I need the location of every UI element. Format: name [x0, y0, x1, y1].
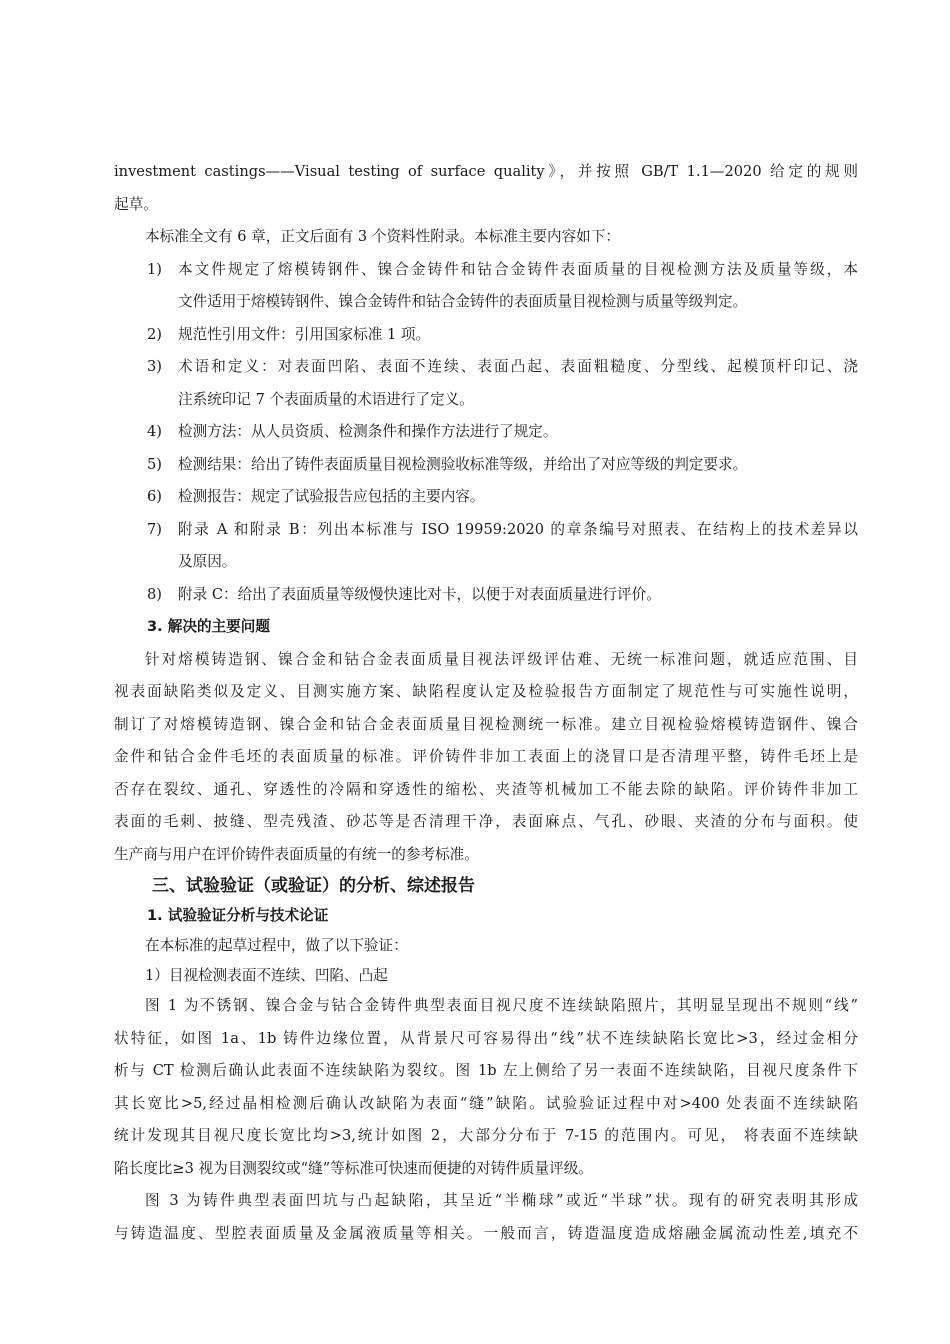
chapter-heading-3: 三、试验验证（或验证）的分析、综述报告: [152, 876, 475, 896]
section3-line-6: 表面的毛刺、披缝、型壳残渣、砂芯等是否清理干净，表面麻点、气孔、砂眼、夹渣的分布与面积。使: [114, 813, 858, 830]
list-item-3-cont: 注系统印记 7 个表面质量的术语进行了定义。: [178, 390, 474, 408]
para1-line-2: 状特征，如图 1a、1b 铸件边缘位置，从背景尺可容易得出“线”状不连续缺陷长宽比>3，经过金相分: [114, 1029, 858, 1047]
intro-line-1: investment castings——Visual testing of surface quality》，并按照 GB/T 1.1—2020 给定的规则: [114, 163, 858, 180]
list-number: 2): [147, 325, 162, 343]
summary-paragraph: 本标准全文有 6 章，正文后面有 3 个资料性附录。本标准主要内容如下：: [145, 228, 620, 245]
subsection-heading-1: 1. 试验验证分析与技术论证: [147, 907, 329, 924]
list-number: 8): [147, 585, 162, 603]
list-number: 5): [147, 455, 162, 473]
verification-item-1-heading: 1）目视检测表面不连续、凹陷、凸起: [145, 966, 388, 984]
list-item-7: 7) 附录 A 和附录 B：列出本标准与 ISO 19959:2020 的章条编号对照表、在结构上的技术差异以: [114, 514, 858, 547]
list-number: 7): [147, 520, 162, 538]
section3-line-1: 针对熔模铸造钢、镍合金和钴合金表面质量目视法评级评估难、无统一标准问题，就适应范围、目: [145, 650, 858, 668]
para1-line-6: 陷长度比≥3 视为目测裂纹或“缝”等标准可快速而便捷的对铸件质量评级。: [114, 1159, 593, 1177]
list-item-3: 3) 术语和定义：对表面凹陷、表面不连续、表面凸起、表面粗糙度、分型线、起模顶杆印记、浇: [114, 351, 858, 384]
list-item-2: 2) 规范性引用文件：引用国家标准 1 项。: [114, 319, 858, 352]
para1-line-3: 析与 CT 检测后确认此表面不连续缺陷为裂纹。图 1b 左上侧给了另一表面不连续缺陷，目视尺度条件下: [114, 1062, 858, 1079]
list-number: 6): [147, 488, 162, 505]
list-item-1: 1) 本文件规定了熔模铸钢件、镍合金铸件和钴合金铸件表面质量的目视检测方法及质量等级，本: [114, 254, 858, 287]
section3-line-5: 否存在裂纹、通孔、穿透性的冷隔和穿透性的缩松、夹渣等机械加工不能去除的缺陷。评价铸件非加工: [114, 780, 858, 798]
para1-line-1: 图 1 为不锈钢、镍合金与钴合金铸件典型表面目视尺度不连续缺陷照片，其明显呈现出不规则“线”: [145, 997, 858, 1014]
list-item-5: 5) 检测结果：给出了铸件表面质量目视检测验收标准等级，并给出了对应等级的判定要求。: [114, 449, 858, 482]
list-number: 1): [147, 260, 162, 278]
list-item-8: 8) 附录 C：给出了表面质量等级慢快速比对卡，以便于对表面质量进行评价。: [114, 579, 858, 612]
section3-line-2: 视表面缺陷类似及定义、目测实施方案、缺陷程度认定及检验报告方面制定了规范性与可实施性说明，: [114, 683, 858, 700]
para2-line-2: 与铸造温度、型腔表面质量及金属液质量等相关。一般而言，铸造温度造成熔融金属流动性差,填充不: [114, 1224, 858, 1242]
para1-line-5: 统计发现其目视尺度长宽比均>3,统计如图 2，大部分分布于 7-15 的范围内。可见， 将表面不连续缺: [114, 1127, 858, 1144]
section3-line-7: 生产商与用户在评价铸件表面质量的有统一的参考标准。: [114, 845, 479, 863]
section3-line-4: 金件和钴合金件毛坯的表面质量的标准。评价铸件非加工表面上的浇冒口是否清理平整，铸件毛坯上是: [114, 748, 858, 765]
list-number: 3): [147, 358, 162, 375]
intro-line-2: 起草。: [114, 195, 158, 213]
list-item-4: 4) 检测方法：从人员资质、检测条件和操作方法进行了规定。: [114, 416, 858, 449]
list-number: 4): [147, 423, 162, 440]
list-item-7-cont: 及原因。: [178, 553, 237, 570]
list-item-6: 6) 检测报告：规定了试验报告应包括的主要内容。: [114, 481, 858, 514]
document-page: [114, 156, 858, 1250]
para2-line-1: 图 3 为铸件典型表面凹坑与凸起缺陷，其呈近“半椭球”或近“半球”状。现有的研究表明其形成: [145, 1192, 858, 1209]
verification-intro: 在本标准的起草过程中，做了以下验证：: [145, 937, 408, 954]
para1-line-4: 其长宽比>5,经过晶相检测后确认改缺陷为表面“缝”缺陷。试验验证过程中对>400 处表面不连续缺陷: [114, 1094, 858, 1112]
section3-line-3: 制订了对熔模铸造钢、镍合金和钴合金表面质量目视检测统一标准。建立目视检验熔模铸造钢件、镍合: [114, 715, 858, 733]
list-item-1-cont: 文件适用于熔模铸钢件、镍合金铸件和钴合金铸件的表面质量目视检测与质量等级判定。: [178, 293, 748, 310]
section-heading-3: 3. 解决的主要问题: [147, 618, 270, 635]
